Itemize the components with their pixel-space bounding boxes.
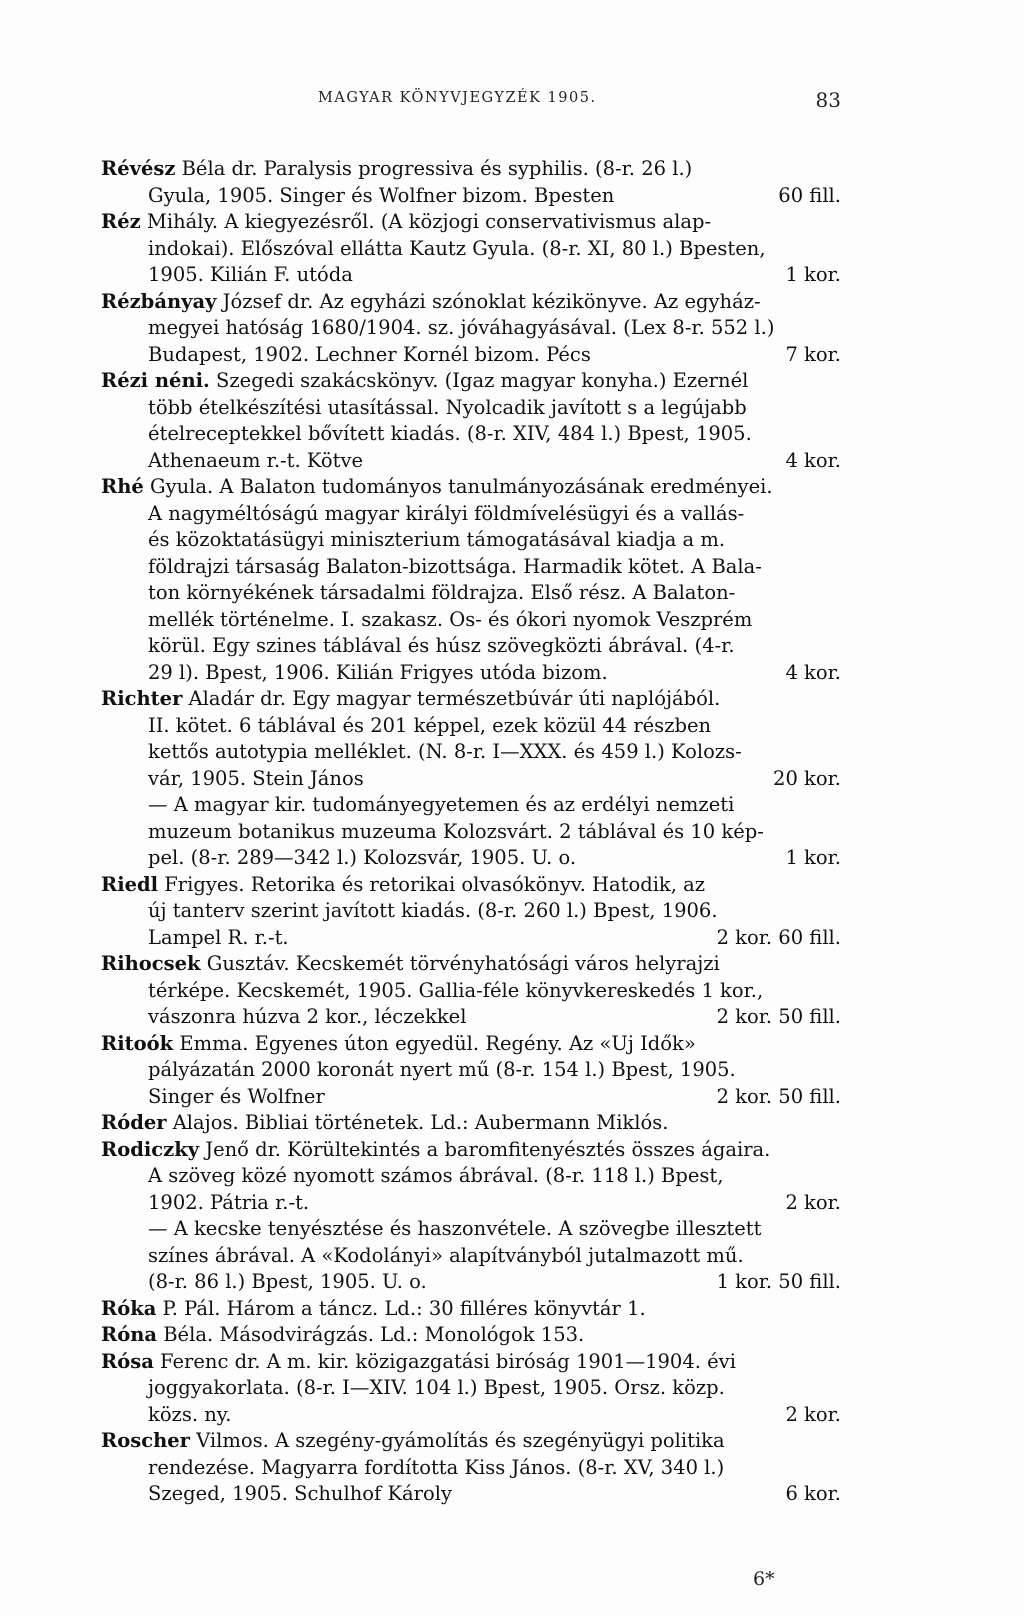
running-title: MAGYAR KÖNYVJEGYZÉK 1905. xyxy=(318,90,597,106)
entry-line xyxy=(101,475,841,502)
entry-line xyxy=(101,1323,841,1350)
author-name: Roscher xyxy=(101,1429,190,1452)
entry-text: Alajos. Bibliai történetek. Ld.: Aubermann Miklós. xyxy=(166,1111,669,1134)
entry-text: — A kecske tenyésztése és haszonvétele. A szövegbe illesztett xyxy=(148,1217,762,1240)
price: 1 kor. 50 fill. xyxy=(716,1270,841,1293)
entry-text: kettős autotypia melléklet. (N. 8-r. I—XXX. és 459 l.) Kolozs- xyxy=(148,740,742,763)
entry-line xyxy=(101,979,841,1006)
entry-line xyxy=(101,396,841,423)
entry-line xyxy=(101,369,841,396)
entry-line xyxy=(101,528,841,555)
author-name: Rhé xyxy=(101,475,144,498)
entry-text: 29 l). Bpest, 1906. Kilián Frigyes utóda bizom. xyxy=(148,660,608,684)
entry-text: vászonra húzva 2 kor., léczekkel xyxy=(148,1005,467,1028)
author-name: Révész xyxy=(101,157,176,180)
price: 7 kor. xyxy=(785,342,841,366)
author-name: Rihocsek xyxy=(101,952,201,975)
entry-line xyxy=(101,1085,841,1112)
author-name: Róka xyxy=(101,1296,157,1320)
entry-text: A szöveg közé nyomott számos ábrával. (8-r. 118 l.) Bpest, xyxy=(148,1164,724,1187)
entry-line xyxy=(101,873,841,900)
entry-line xyxy=(101,793,841,820)
entry-line xyxy=(101,608,841,635)
entry-text: Ferenc dr. A m. kir. közigazgatási biróság 1901—1904. évi xyxy=(153,1349,736,1373)
entry-line xyxy=(101,1429,841,1456)
entry-line xyxy=(101,767,841,794)
price: 4 kor. xyxy=(785,448,841,472)
entry-text: A nagyméltóságú magyar királyi földmívelésügyi és a vallás- xyxy=(148,501,745,525)
author-name: Róder xyxy=(101,1111,167,1134)
entry-line xyxy=(101,1164,841,1191)
entry-text: Gyula, 1905. Singer és Wolfner bizom. Bpesten xyxy=(148,183,615,207)
entry-text: Jenő dr. Körültekintés a baromfitenyésztés összes ágaira. xyxy=(199,1137,771,1161)
entry-line xyxy=(101,210,841,237)
entry-text: ton környékének társadalmi földrajza. Első rész. A Balaton- xyxy=(148,581,736,604)
entry-text: muzeum botanikus muzeuma Kolozsvárt. 2 táblával és 10 kép- xyxy=(148,819,764,843)
entry-line xyxy=(101,1005,841,1032)
entry-line xyxy=(101,237,841,264)
entry-text: Béla. Másodvirágzás. Ld.: Monológok 153. xyxy=(157,1323,585,1346)
entry-line xyxy=(101,952,841,979)
entry-text: Szeged, 1905. Schulhof Károly xyxy=(148,1482,452,1505)
entry-line xyxy=(101,343,841,370)
entry-line xyxy=(101,661,841,688)
entry-line xyxy=(101,157,841,184)
entry-text: pel. (8-r. 289—342 l.) Kolozsvár, 1905. U. o. xyxy=(148,846,577,869)
entry-line xyxy=(101,899,841,926)
entry-text: P. Pál. Három a táncz. Ld.: 30 filléres könyvtár 1. xyxy=(156,1296,646,1320)
entry-text: több ételkészítési utasítással. Nyolcadik javított s a legújabb xyxy=(148,395,747,419)
entry-line xyxy=(101,846,841,873)
entry-line xyxy=(101,1350,841,1377)
entry-text: vár, 1905. Stein János xyxy=(148,766,364,790)
entry-text: Szegedi szakácskönyv. (Igaz magyar konyha.) Ezernél xyxy=(209,369,749,392)
author-name: Rézi néni. xyxy=(101,369,210,392)
price: 2 kor. 50 fill. xyxy=(716,1005,841,1028)
entry-text: Athenaeum r.-t. Kötve xyxy=(148,448,364,472)
price: 4 kor. xyxy=(785,660,841,684)
entry-line xyxy=(101,1058,841,1085)
entry-line xyxy=(101,1482,841,1509)
entry-text: rendezése. Magyarra fordította Kiss János. (8-r. XV, 340 l.) xyxy=(148,1455,725,1479)
entry-text: körül. Egy szines táblával és húsz szövegközti ábrával. (4-r. xyxy=(148,634,735,657)
entry-line xyxy=(101,581,841,608)
entry-line xyxy=(101,1191,841,1218)
entry-text: indokai). Előszóval ellátta Kautz Gyula. (8-r. XI, 80 l.) Bpesten, xyxy=(148,236,766,260)
entry-line xyxy=(101,1217,841,1244)
signature-mark: 6* xyxy=(753,1568,775,1590)
author-name: Réz xyxy=(101,210,141,233)
entry-line xyxy=(101,184,841,211)
entry-text: Mihály. A kiegyezésről. (A közjogi conservativismus alap- xyxy=(140,210,712,233)
entry-text: 1902. Pátria r.-t. xyxy=(148,1190,310,1214)
entry-text: földrajzi társaság Balaton-bizottsága. Harmadik kötet. A Bala- xyxy=(148,554,762,578)
price: 2 kor. xyxy=(785,1402,841,1426)
entry-text: Gusztáv. Kecskemét törvényhatósági város helyrajzi xyxy=(200,952,720,975)
entry-text: Gyula. A Balaton tudományos tanulmányozásának eredményei. xyxy=(143,475,773,498)
entry-line xyxy=(101,714,841,741)
author-name: Róna xyxy=(101,1323,158,1346)
entry-line xyxy=(101,820,841,847)
entry-text: közs. ny. xyxy=(148,1402,232,1426)
price: 2 kor. 60 fill. xyxy=(716,925,841,949)
entry-text: joggyakorlata. (8-r. I—XIV. 104 l.) Bpest, 1905. Orsz. közp. xyxy=(148,1376,725,1399)
author-name: Ritoók xyxy=(101,1031,174,1055)
entry-line xyxy=(101,290,841,317)
entry-text: Lampel R. r.-t. xyxy=(148,925,289,949)
entry-text: — A magyar kir. tudományegyetemen és az erdélyi nemzeti xyxy=(148,793,735,816)
author-name: Rodiczky xyxy=(101,1137,200,1161)
entry-text: 1905. Kilián F. utóda xyxy=(148,263,353,286)
entry-line xyxy=(101,1297,841,1324)
entry-line xyxy=(101,1456,841,1483)
bibliography-entries xyxy=(101,157,841,1509)
entry-text: Aladár dr. Egy magyar természetbúvár úti naplójából. xyxy=(182,687,721,710)
entry-text: Budapest, 1902. Lechner Kornél bizom. Pécs xyxy=(148,342,591,366)
price: 60 fill. xyxy=(778,183,841,207)
entry-line xyxy=(101,502,841,529)
page-number: 83 xyxy=(815,88,841,112)
entry-line xyxy=(101,1403,841,1430)
entry-text: és közoktatásügyi miniszterium támogatásával kiadja a m. xyxy=(148,528,726,551)
entry-line xyxy=(101,634,841,661)
price: 1 kor. xyxy=(785,846,841,869)
price: 1 kor. xyxy=(785,263,841,286)
price: 2 kor. xyxy=(785,1190,841,1214)
entry-line xyxy=(101,687,841,714)
price: 20 kor. xyxy=(773,766,841,790)
entry-text: Emma. Egyenes úton egyedül. Regény. Az «Uj Idők» xyxy=(173,1031,696,1055)
entry-text: új tanterv szerint javított kiadás. (8-r. 260 l.) Bpest, 1906. xyxy=(148,899,718,922)
entry-text: színes ábrával. A «Kodolányi» alapítványból jutalmazott mű. xyxy=(148,1243,744,1267)
entry-text: térképe. Kecskemét, 1905. Gallia-féle könyvkereskedés 1 kor., xyxy=(148,978,764,1002)
entry-line xyxy=(101,926,841,953)
entry-text: pályázatán 2000 koronát nyert mű (8-r. 154 l.) Bpest, 1905. xyxy=(148,1058,736,1081)
entry-line xyxy=(101,1270,841,1297)
price: 6 kor. xyxy=(785,1482,841,1505)
entry-line xyxy=(101,555,841,582)
page-header xyxy=(148,90,841,116)
entry-text: Frigyes. Retorika és retorikai olvasókönyv. Hatodik, az xyxy=(158,872,706,896)
entry-text: Béla dr. Paralysis progressiva és syphilis. (8-r. 26 l.) xyxy=(175,157,693,180)
author-name: Rósa xyxy=(101,1349,154,1373)
author-name: Richter xyxy=(101,687,183,710)
price: 2 kor. 50 fill. xyxy=(716,1084,841,1108)
entry-text: József dr. Az egyházi szónoklat kézikönyve. Az egyház- xyxy=(216,289,761,313)
author-name: Riedl xyxy=(101,872,159,896)
entry-line xyxy=(101,1138,841,1165)
entry-text: Singer és Wolfner xyxy=(148,1084,325,1108)
entry-text: mellék történelme. I. szakasz. Os- és ókori nyomok Veszprém xyxy=(148,607,753,631)
entry-line xyxy=(101,740,841,767)
entry-text: Vilmos. A szegény-gyámolítás és szegényügyi politika xyxy=(189,1429,725,1452)
entry-line xyxy=(101,449,841,476)
entry-text: II. kötet. 6 táblával és 201 képpel, ezek közül 44 részben xyxy=(148,713,712,737)
entry-line xyxy=(101,1032,841,1059)
entry-line xyxy=(101,1111,841,1138)
author-name: Rézbányay xyxy=(101,289,217,313)
entry-line xyxy=(101,316,841,343)
entry-text: ételreceptekkel bővített kiadás. (8-r. XIV, 484 l.) Bpest, 1905. xyxy=(148,422,752,445)
entry-text: (8-r. 86 l.) Bpest, 1905. U. o. xyxy=(148,1270,427,1293)
entry-line xyxy=(101,422,841,449)
entry-text: megyei hatóság 1680/1904. sz. jóváhagyásával. (Lex 8-r. 552 l.) xyxy=(148,316,775,339)
entry-line xyxy=(101,263,841,290)
entry-line xyxy=(101,1244,841,1271)
entry-line xyxy=(101,1376,841,1403)
